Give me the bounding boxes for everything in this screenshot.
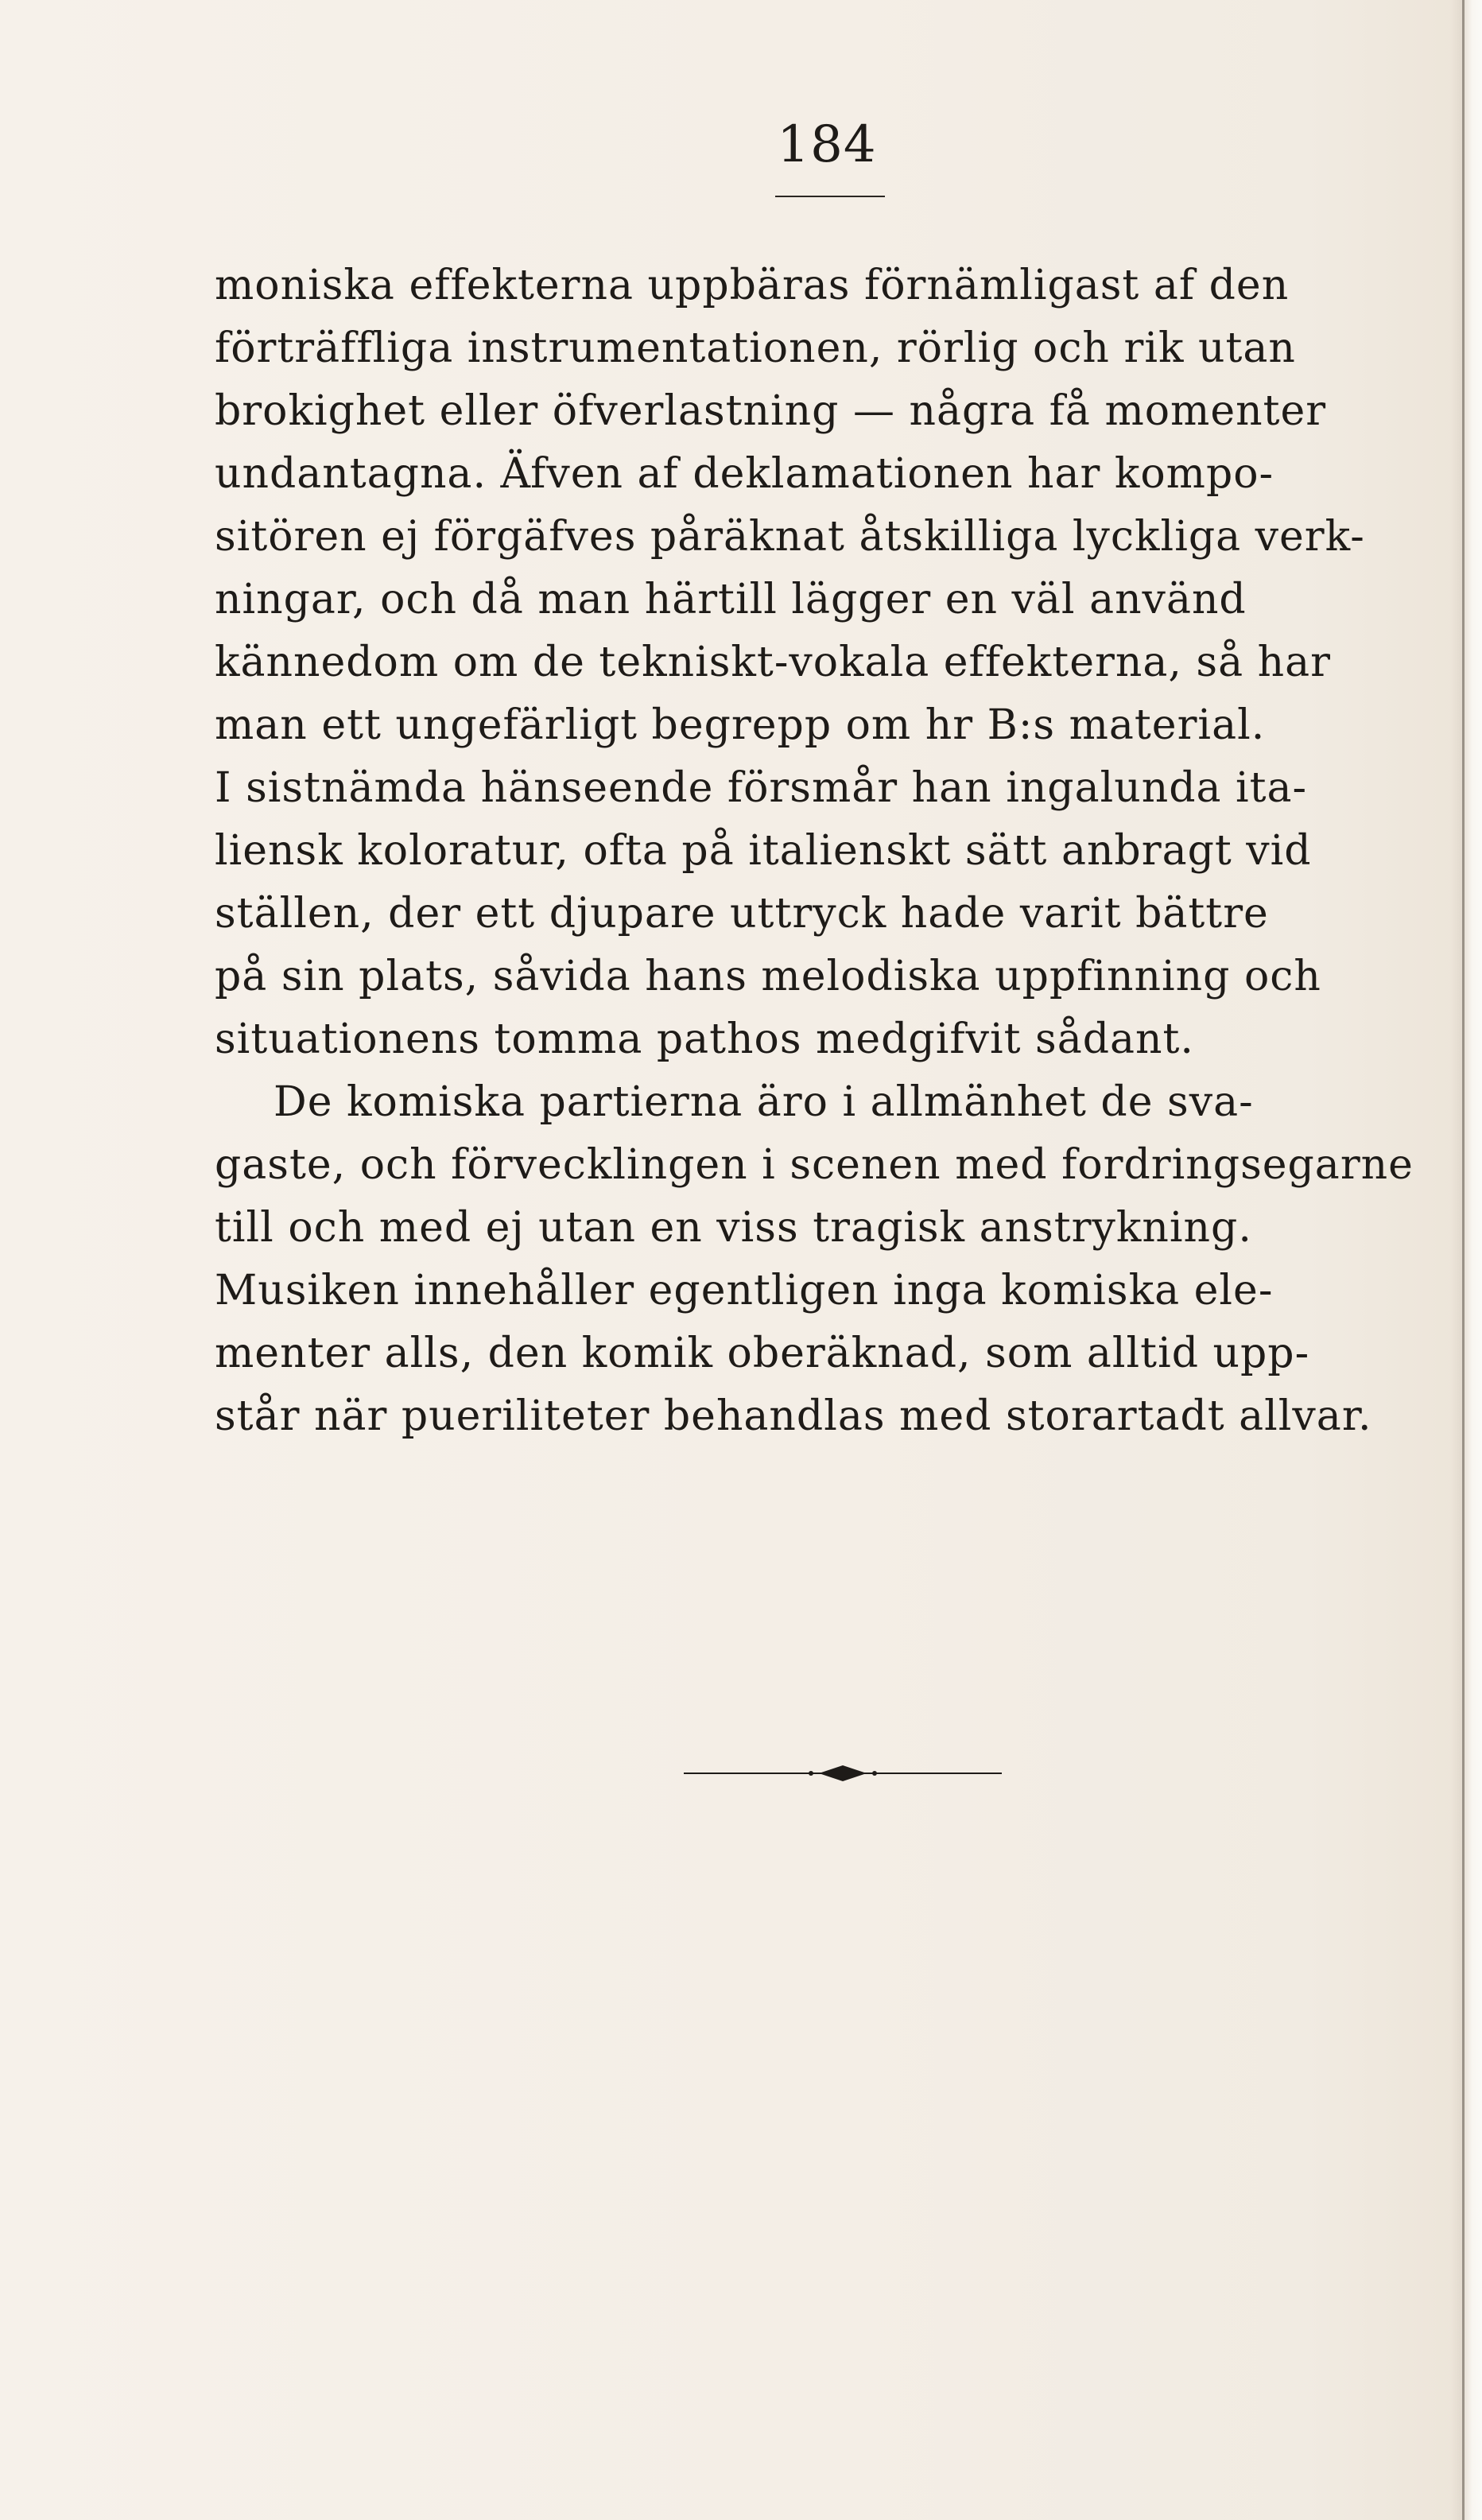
text-line: situationens tomma pathos medgifvit sådant. — [215, 1015, 1194, 1063]
text-line: I sistnämda hänseende försmår han ingalunda ita- — [215, 764, 1308, 812]
page-edge-line — [1462, 0, 1465, 2520]
page-number-rule — [775, 196, 885, 197]
text-line: liensk koloratur, ofta på italienskt sätt anbragt vid — [215, 827, 1312, 875]
end-of-text-ornament-icon — [684, 1757, 1002, 1789]
text-line: förträffliga instrumentationen, rörlig och rik utan — [215, 324, 1296, 372]
page-number: 184 — [777, 115, 877, 174]
text-line: man ett ungefärligt begrepp om hr B:s material. — [215, 701, 1266, 749]
body-text — [215, 254, 1455, 1448]
text-line: kännedom om de tekniskt-vokala effekterna, så har — [215, 639, 1331, 686]
text-line: brokighet eller öfverlastning — några få momenter — [215, 387, 1327, 435]
text-line: på sin plats, såvida hans melodiska uppfinning och — [215, 953, 1321, 1000]
page-edge-shadow — [1450, 0, 1482, 2520]
text-line: står när pueriliteter behandlas med storartadt allvar. — [215, 1392, 1372, 1440]
text-line: gaste, och förvecklingen i scenen med fordringsegarne — [215, 1141, 1414, 1189]
text-line: ningar, och då man härtill lägger en väl använd — [215, 576, 1247, 623]
text-line: sitören ej förgäfves påräknat åtskilliga lyckliga verk- — [215, 513, 1365, 561]
text-line: menter alls, den komik oberäknad, som alltid upp- — [215, 1330, 1310, 1377]
text-line: moniska effekterna uppbäras förnämligast af den — [215, 262, 1290, 309]
text-line: ställen, der ett djupare uttryck hade varit bättre — [215, 890, 1269, 938]
text-line: undantagna. Äfven af deklamationen har kompo- — [215, 450, 1274, 498]
paragraph-first-line: De komiska partierna äro i allmänhet de sva- — [274, 1078, 1254, 1126]
text-line: Musiken innehåller egentligen inga komiska ele- — [215, 1267, 1274, 1314]
text-line: till och med ej utan en viss tragisk anstrykning. — [215, 1204, 1252, 1252]
